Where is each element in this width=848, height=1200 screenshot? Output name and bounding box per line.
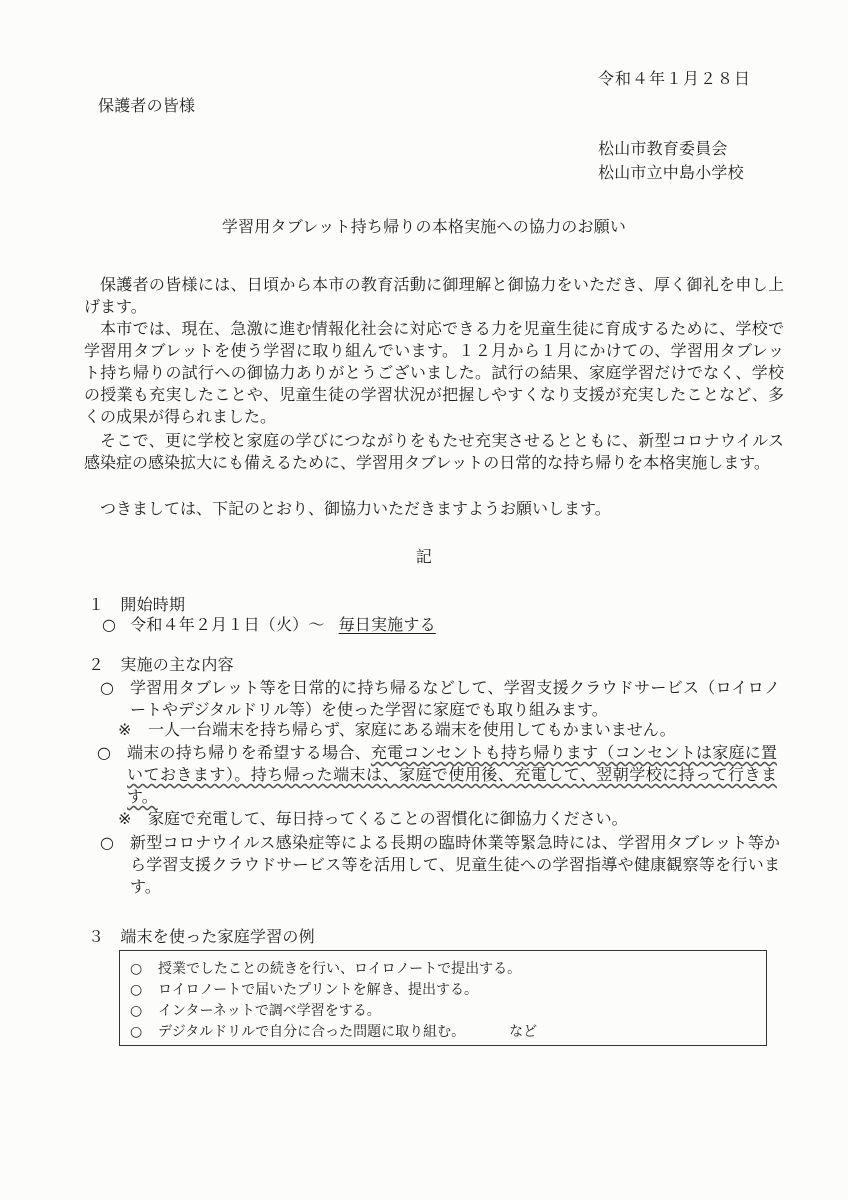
example-item (130, 1001, 756, 1022)
paragraph-request: つきましては、下記のとおり、御協力いただきますようお願いします。 (100, 499, 611, 518)
daily-emphasis: 毎日実施する (338, 615, 436, 634)
sender-block (598, 137, 744, 185)
reference-mark: ※ (118, 809, 132, 828)
example-text: 授業でしたことの続きを行い、ロイロノートで提出する。 (158, 961, 522, 977)
note-2-text: 家庭で充電して、毎日持ってくることの習慣化に御協力ください。 (148, 809, 628, 828)
circle-bullet: ○ (100, 678, 114, 697)
section-2-heading: ２ 実施の主な内容 (88, 655, 234, 674)
item-2-plain: 端末の持ち帰りを希望する場合、 (127, 743, 371, 762)
document-title: 学習用タブレット持ち帰りの本格実施への協力のお願い (221, 217, 627, 236)
example-text: インターネットで調べ学習をする。 (158, 1003, 381, 1019)
item-3-text: 新型コロナウイルス感染症等による長期の臨時休業等緊急時には、学習用タブレット等から学習支援クラウドサービス等を活用して、児童生徒への学習指導や健康観察等を行います。 (130, 833, 780, 896)
ki-marker: 記 (415, 547, 433, 566)
example-item (130, 959, 756, 980)
etc-suffix: など (509, 1024, 538, 1040)
paragraph-background: 本市では、現在、急激に進む情報化社会に対応できる力を児童生徒に育成するために、学校で学習用タブレットを使う学習に取り組んでいます。１２月から１月にかけての、学習用タブレット持ち帰りの試行への御協力ありがとうございました。試行の結果、家庭学習だけでなく、学校の授業も充実したことや、児童生徒の学習状況が把握しやすくなり支援が充実したことなど、多くの成果が得られました。 (84, 319, 784, 426)
addressee: 保護者の皆様 (98, 96, 196, 115)
example-text: ロイロノートで届いたプリントを解き、提出する。 (158, 982, 479, 998)
section-2-note-2 (118, 808, 628, 830)
section-3-heading: ３ 端末を使った家庭学習の例 (88, 927, 315, 946)
circle-bullet: ○ (130, 1003, 143, 1019)
circle-bullet: ○ (130, 1024, 143, 1040)
sender-line-2: 松山市立中島小学校 (598, 163, 744, 182)
item-2-underlined: 充電コンセントも持ち帰ります（コンセントは家庭に置いておきます）。持ち帰った端末は、家庭で使用後、充電して、翌朝学校に持って行きます。 (127, 743, 777, 806)
reference-mark: ※ (118, 720, 132, 739)
example-item (130, 980, 756, 1001)
issue-date: 令和４年１月２８日 (598, 69, 752, 88)
item-1-text: 学習用タブレット等を日常的に持ち帰るなどして、学習支援クラウドサービス（ロイロノートやデジタルドリル等）を使った学習に家庭でも取り組みます。 (130, 678, 780, 719)
example-text: デジタルドリルで自分に合った問題に取り組む。 (158, 1024, 466, 1040)
note-1-text: 一人一台端末を持ち帰らず、家庭にある端末を使用してもかまいません。 (148, 720, 676, 739)
section-2-item-3 (100, 832, 780, 898)
section-1-heading: １ 開始時期 (88, 595, 186, 614)
circle-bullet: ○ (97, 743, 111, 762)
examples-box (119, 950, 767, 1046)
circle-bullet: ○ (100, 833, 114, 852)
circle-bullet: ○ (130, 982, 143, 998)
section-2-note-1 (118, 719, 676, 741)
example-item (130, 1022, 756, 1043)
paragraph-greeting: 保護者の皆様には、日頃から本市の教育活動に御理解と御協力をいただき、厚く御礼を申し上げます。 (84, 275, 784, 316)
item-2-text (127, 742, 777, 808)
section-1-item (102, 614, 436, 636)
circle-bullet: ○ (102, 615, 117, 634)
start-date: 令和４年２月１日（火）～ (130, 615, 325, 634)
circle-bullet: ○ (130, 961, 143, 977)
sender-line-1: 松山市教育委員会 (598, 139, 728, 158)
section-2-item-2 (97, 742, 777, 808)
section-2-item-1 (100, 677, 780, 721)
paragraph-purpose: そこで、更に学校と家庭の学びにつながりをもたせ充実させるとともに、新型コロナウイルス感染症の感染拡大にも備えるために、学習用タブレットの日常的な持ち帰りを本格実施します。 (84, 431, 784, 472)
